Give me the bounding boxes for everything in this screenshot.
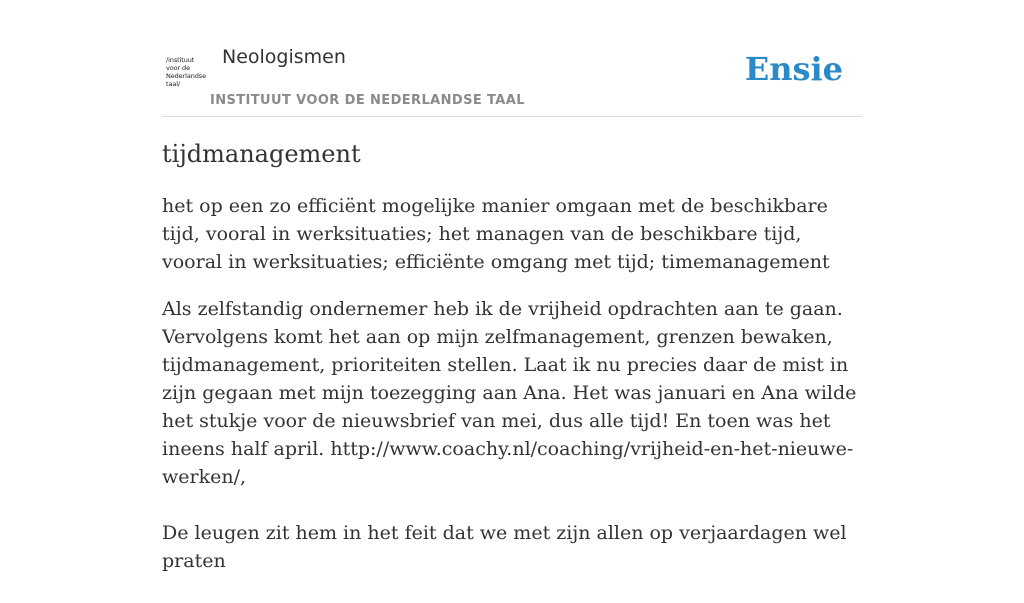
ensie-brand-link[interactable]: Ensie bbox=[744, 50, 843, 88]
source-subtitle: INSTITUUT VOOR DE NEDERLANDSE TAAL bbox=[210, 93, 525, 108]
entry-example: De leugen zit hem in het feit dat we met zijn allen op verjaardagen wel praten bbox=[162, 522, 847, 572]
logo-line: Nederlandse bbox=[166, 72, 206, 80]
page-header bbox=[162, 0, 862, 117]
logo-line: taal/ bbox=[166, 80, 181, 88]
entry-content bbox=[162, 138, 862, 603]
entry-example: Als zelfstandig ondernemer heb ik de vrijheid opdrachten aan te gaan. Vervolgens komt het aan op mijn zelfmanagement, grenzen bewaken, tijdmanagement, prioriteiten stellen. Laat ik nu precies daar de mist in zijn gegaan met mijn toezegging aan Ana. Het was januari en Ana wilde het stukje voor de nieuwsbrief van mei, dus alle tijd! En toen was het ineens half april. http://www.coachy.nl/coaching/vrijheid-en-het-nieuwe-werken/, bbox=[162, 298, 857, 488]
entry-definition: het op een zo efficiënt mogelijke manier omgaan met de beschikbare tijd, vooral in werksituaties; het managen van de beschikbare tijd, vooral in werksituaties; efficiënte omgang met tijd; timemanagement bbox=[162, 195, 830, 273]
logo-line: /instituut bbox=[166, 56, 195, 64]
logo-line: voor de bbox=[166, 64, 190, 72]
ivdnt-logo[interactable] bbox=[166, 56, 210, 88]
entry-term: tijdmanagement bbox=[162, 140, 361, 168]
source-title[interactable]: Neologismen bbox=[222, 46, 346, 68]
